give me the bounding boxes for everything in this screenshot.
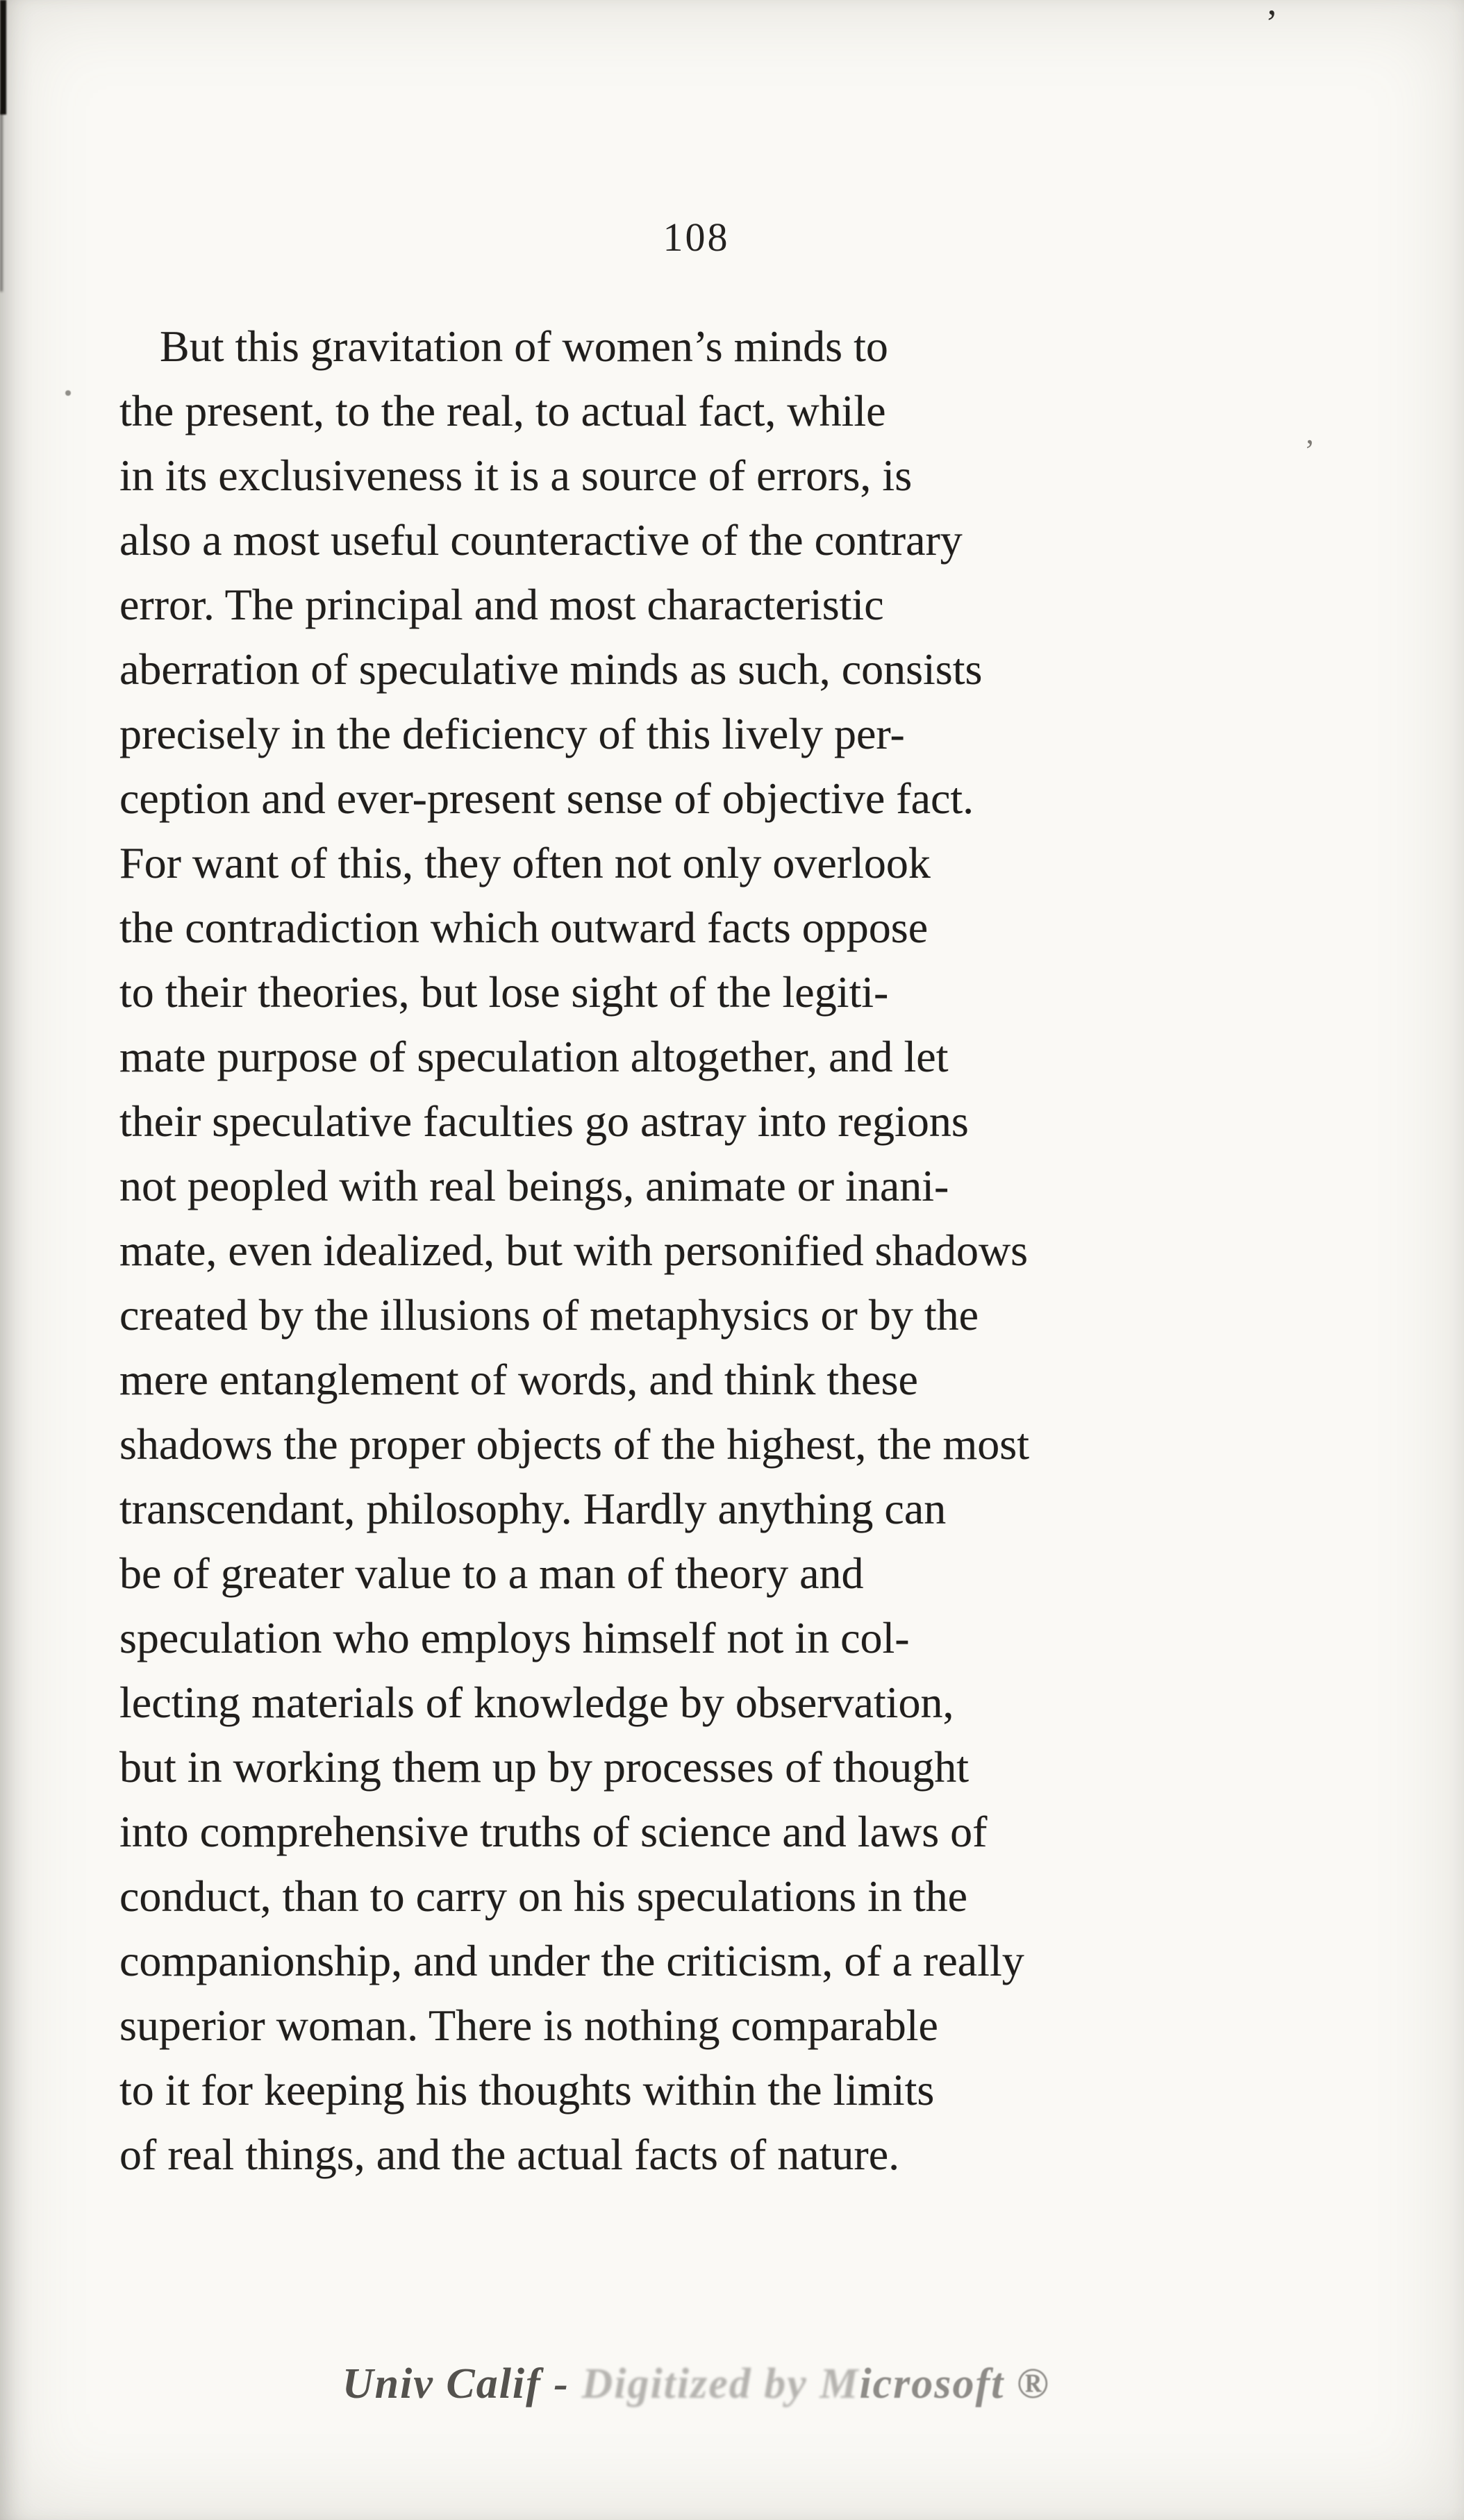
text-line: conduct, than to carry on his speculations in the	[119, 1871, 968, 1921]
text-line: to it for keeping his thoughts within the limits	[119, 2065, 935, 2114]
text-line: the contradiction which outward facts oppose	[119, 903, 929, 952]
body-text-paragraph	[119, 314, 1274, 2187]
text-line: superior woman. There is nothing comparable	[119, 2001, 938, 2050]
text-line: not peopled with real beings, animate or inani-	[119, 1161, 949, 1210]
scan-edge-artifact	[0, 0, 6, 115]
text-line: For want of this, they often not only overlook	[119, 838, 931, 887]
text-line: speculation who employs himself not in col-	[119, 1613, 910, 1662]
text-line: mate purpose of speculation altogether, and let	[119, 1032, 949, 1081]
watermark-segment: Univ Calif -	[342, 2360, 582, 2408]
scan-mark-right-margin: ’	[1304, 433, 1315, 468]
text-line: aberration of speculative minds as such, consists	[119, 644, 983, 694]
text-line: transcendant, philosophy. Hardly anything can	[119, 1484, 947, 1533]
page-number: 108	[663, 215, 730, 260]
watermark-segment: Digitized by M	[581, 2360, 860, 2408]
text-line: created by the illusions of metaphysics or by the	[119, 1290, 979, 1340]
text-line: lecting materials of knowledge by observation,	[119, 1678, 954, 1727]
text-line: the present, to the real, to actual fact, while	[119, 386, 886, 435]
text-line: precisely in the deficiency of this lively per-	[119, 709, 905, 758]
text-line: in its exclusiveness it is a source of errors, is	[119, 451, 913, 500]
text-line: shadows the proper objects of the highest, the most	[119, 1419, 1029, 1469]
text-line: But this gravitation of women’s minds to	[160, 322, 888, 371]
text-line: to their theories, but lose sight of the legiti-	[119, 967, 889, 1017]
scan-mark-top-right: ’	[1265, 2, 1278, 44]
text-line: error. The principal and most characteristic	[119, 580, 884, 629]
library-scan-watermark	[118, 2360, 1274, 2409]
text-line: be of greater value to a man of theory and	[119, 1549, 864, 1598]
text-line: into comprehensive truths of science and laws of	[119, 1807, 988, 1856]
scan-edge-artifact-faint	[0, 111, 3, 292]
text-line: but in working them up by processes of thought	[119, 1742, 969, 1792]
scan-speck-left-margin	[65, 390, 71, 396]
text-line: companionship, and under the criticism, of a really	[119, 1936, 1024, 1985]
text-line: their speculative faculties go astray into regions	[119, 1096, 969, 1146]
watermark-segment: icrosoft ®	[859, 2360, 1051, 2408]
text-line: mere entanglement of words, and think these	[119, 1355, 918, 1404]
text-line: ception and ever-present sense of objective fact.	[119, 774, 974, 823]
text-line: also a most useful counteractive of the contrary	[119, 515, 963, 565]
text-line: of real things, and the actual facts of nature.	[119, 2130, 900, 2179]
text-line: mate, even idealized, but with personified shadows	[119, 1226, 1029, 1275]
